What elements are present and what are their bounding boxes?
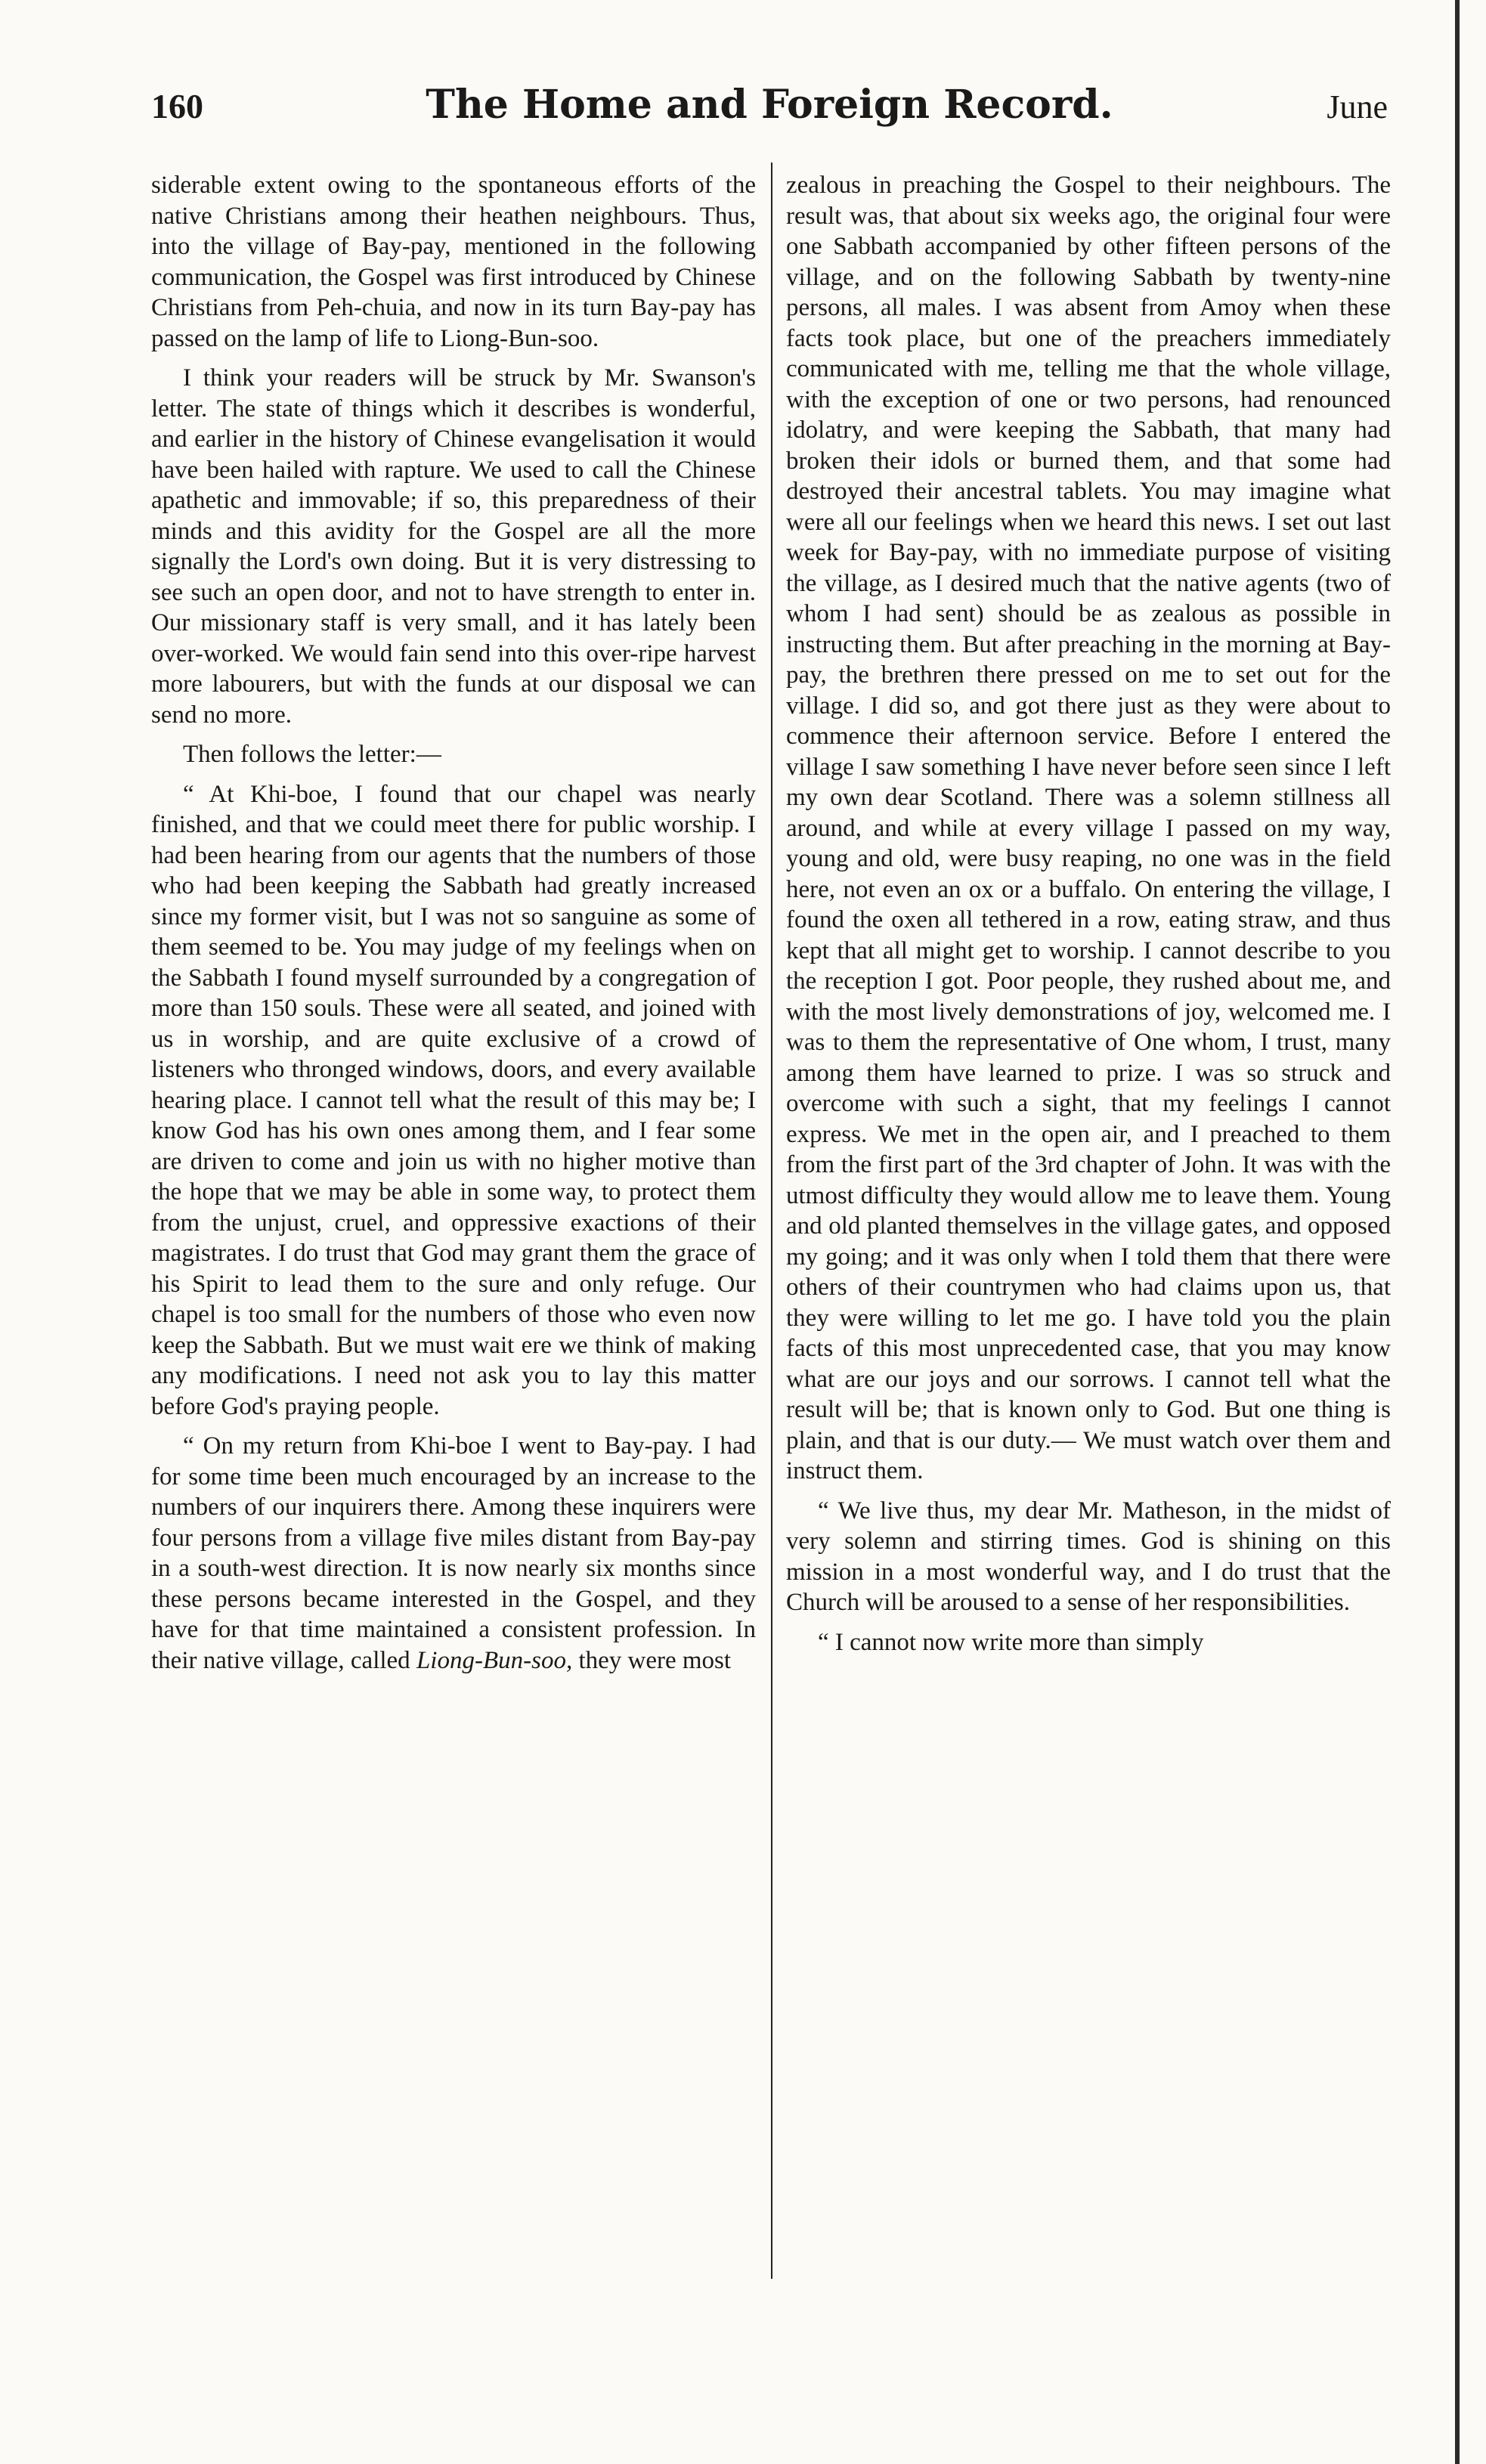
issue-month: June (1327, 88, 1388, 125)
paragraph: “ I cannot now write more than simply (818, 1628, 1204, 1656)
paragraph (151, 1431, 756, 1676)
paragraph-text: they were most (578, 1646, 732, 1674)
paragraph-text: “ On my return from Khi-boe I went to Bay-pay. I had for some time been much encouraged by an increase to the numbers of our inquirers there. Among these inquirers were four persons from a village five miles distant from Bay-pay in a south-west direction. It is now nearly six months since these persons became interested in the Gospel, and they have for that time maintained a consistent profession. In their native village, called (151, 1432, 756, 1674)
paragraph: “ At Khi-boe, I found that our chapel was nearly finished, and that we could meet there for public worship. I had been hearing from our agents that the numbers of those who had been keeping the Sabbath had greatly increased since my former visit, but I was not so sanguine as some of them seemed to be. You may judge of my feelings when on the Sabbath I found myself surrounded by a congregation of more than 150 souls. These were all seated, and joined with us in worship, and are quite exclusive of a crowd of listeners who thronged windows, doors, and every available hearing place. I cannot tell what the result of this may be; I know God has his own ones among them, and I fear some are driven to come and join us with no higher motive than the hope that we may be able in some way, to protect them from the unjust, cruel, and oppressive exactions of their magistrates. I do trust that God may grant them the grace of his Spirit to lead them to the sure and only refuge. Our chapel is too small for the numbers of those who even now keep the Sabbath. But we must wait ere we think of making any modifications. I need not ask you to lay this matter before God's praying people. (151, 780, 756, 1420)
paragraph: “ We live thus, my dear Mr. Matheson, in the midst of very solemn and stirring times. God is shining on this mission in a most wonderful way, and I do trust that the Church will be aroused to a sense of her responsibilities. (786, 1497, 1391, 1616)
journal-title: The Home and Foreign Record. (426, 82, 1113, 128)
page-number: 160 (151, 87, 203, 125)
paragraph: Then follows the letter:— (183, 741, 441, 768)
right-column (786, 170, 1391, 1658)
page-header (151, 82, 1388, 142)
paragraph: zealous in preaching the Gospel to their neighbours. The result was, that about six weeks ago, the original four were one Sabbath accompanied by other fifteen persons of the village, and on the following Sabbath by twenty-nine persons, all males. I was absent from Amoy when these facts took place, but one of the preachers immediately communicated with me, telling me that the whole village, with the exception of one or two persons, had renounced idolatry, and were keeping the Sabbath, that many had broken their idols or burned them, and that some had destroyed their ancestral tablets. You may imagine what were all our feelings when we heard this news. I set out last week for Bay-pay, with no immediate purpose of visiting the village, as I desired much that the native agents (two of whom I had sent) should be as zealous as possible in instructing them. But after preaching in the morning at Bay-pay, the brethren there pressed on me to set out for the village. I did so, and got there just as they were about to commence their afternoon service. Before I entered the village I saw something I have never before seen since I left my own dear Scotland. There was a solemn stillness all around, and while at every village I passed on my way, young and old, were busy reaping, no one was in the field here, not even an ox or a buffalo. On entering the village, I found the oxen all tethered in a row, eating straw, and thus kept that all might get to worship. I cannot describe to you the reception I got. Poor people, they rushed about me, and with the most lively demonstrations of joy, welcomed me. I was to them the representative of One whom, I trust, many among them have learned to prize. I was so struck and overcome with such a sight, that my feelings I cannot express. We met in the open air, and I preached to them from the first part of the 3rd chapter of John. It was with the utmost difficulty they would allow me to leave them. Young and old planted themselves in the village gates, and opposed my going; and it was only when I told them that there were others of their countrymen who had claims upon us, that they were willing to let me go. I have told you the plain facts of this most unprecedented case, that you may know what are our joys and our sorrows. I cannot tell what the result will be; that is known only to God. But one thing is plain, and that is our duty.— We must watch over them and instruct them. (786, 172, 1391, 1484)
page-edge (1455, 0, 1460, 2464)
paragraph: I think your readers will be struck by Mr. Swanson's letter. The state of things which it describes is wonderful, and earlier in the history of Chinese evangelisation it would have been hailed with rapture. We used to call the Chinese apathetic and immovable; if so, this preparedness of their minds and this avidity for the Gospel are all the more signally the Lord's own doing. But it is very distressing to see such an open door, and not to have strength to enter in. Our missionary staff is very small, and it has lately been over-worked. We would fain send into this over-ripe harvest more labourers, but with the funds at our disposal we can send no more. (151, 364, 756, 729)
place-name: Liong-Bun-soo, (416, 1646, 573, 1674)
left-column (151, 170, 756, 1676)
paragraph: siderable extent owing to the spontaneous efforts of the native Christians among their heathen neighbours. Thus, into the village of Bay-pay, mentioned in the following communication, the Gospel was first introduced by Chinese Christians from Peh-chuia, and now in its turn Bay-pay has passed on the lamp of life to Liong-Bun-soo. (151, 172, 756, 352)
column-divider (771, 163, 772, 2279)
